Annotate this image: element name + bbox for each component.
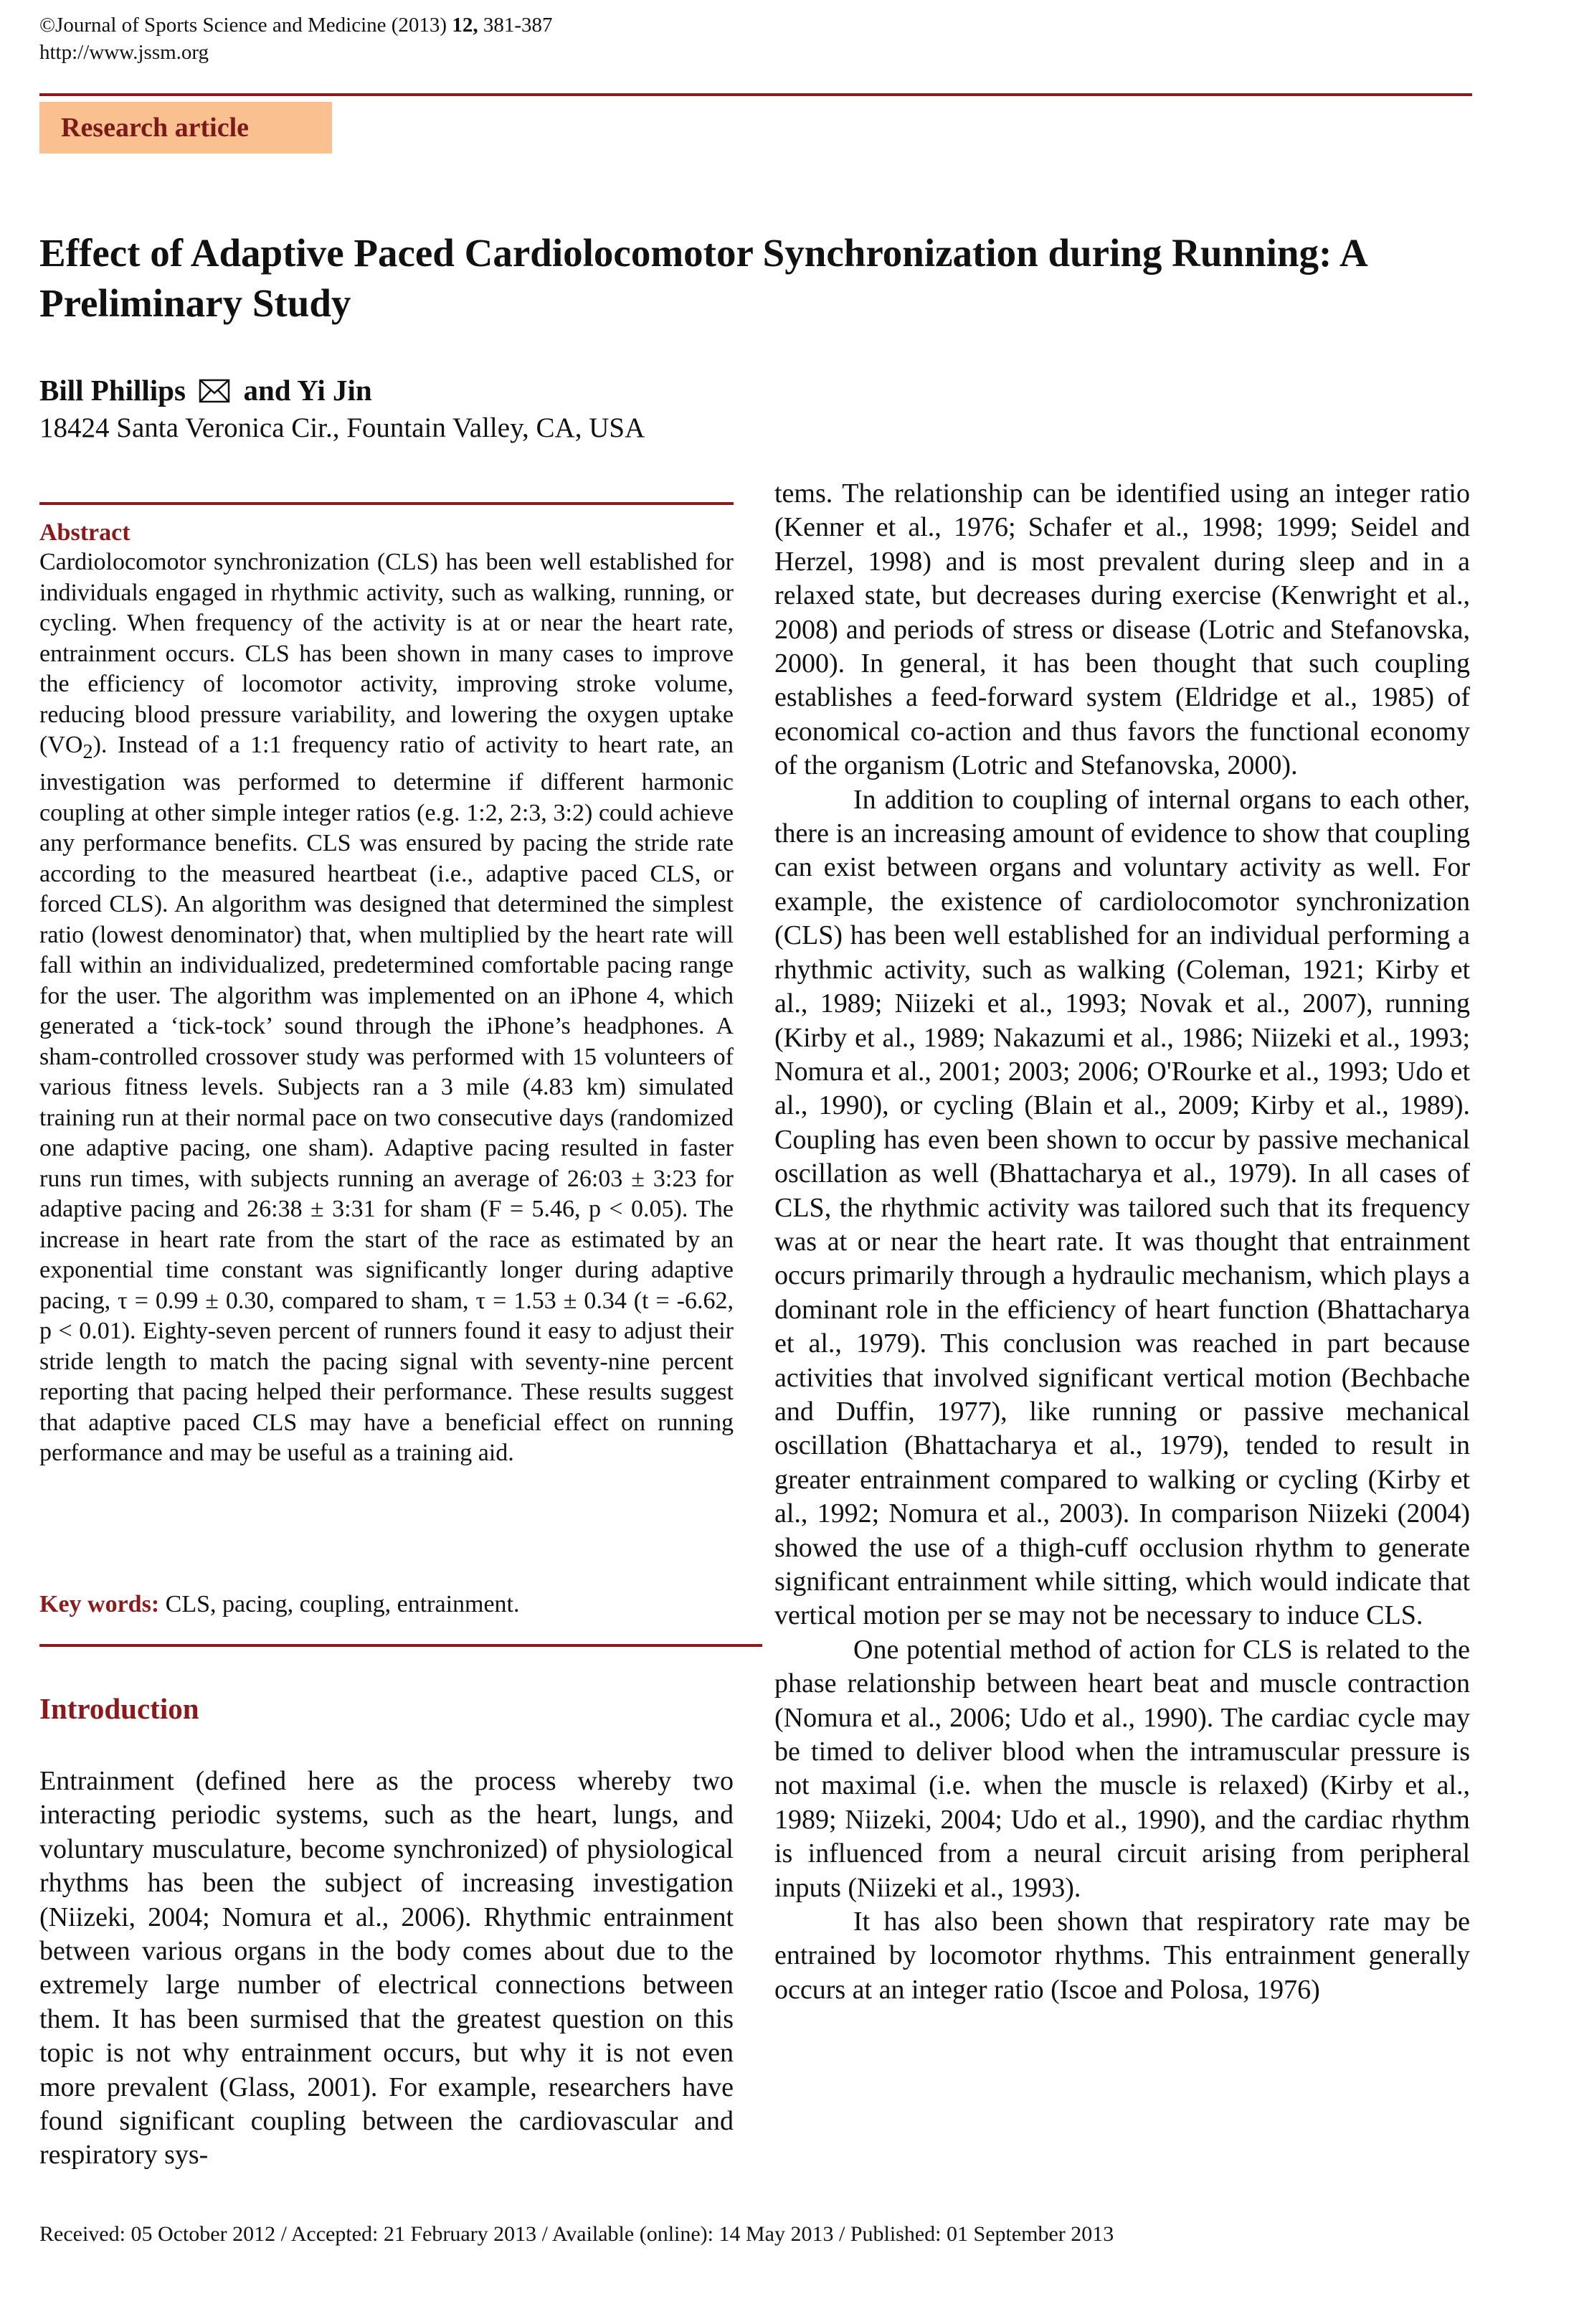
- author-address: 18424 Santa Veronica Cir., Fountain Valley, CA, USA: [39, 412, 645, 443]
- journal-name: ©Journal of Sports Science and Medicine (2013): [39, 14, 452, 37]
- right-column-text: [774, 477, 1470, 2007]
- journal-url[interactable]: http://www.jssm.org: [39, 41, 209, 64]
- journal-volume: 12,: [452, 14, 478, 37]
- right-paragraph-4: It has also been shown that respiratory rate may be entrained by locomotor rhythms. This entrainment generally occurs at an integer ratio (Iscoe and Polosa, 1976): [774, 1907, 1470, 2005]
- abstract-text: [39, 547, 734, 1469]
- keywords: [39, 1591, 520, 1618]
- article-title: Effect of Adaptive Paced Cardiolocomotor Synchronization during Running: A Preliminary Study: [39, 231, 1366, 325]
- introduction-heading: Introduction: [39, 1692, 199, 1725]
- article-type-badge: Research article: [39, 102, 332, 153]
- abstract-text-part2: ). Instead of a 1:1 frequency ratio of activity to heart rate, an investigation was performed to determine if different harmonic coupling at other simple integer ratios (e.g. 1:2, 2:3, 3:2) could achieve any performance benefits. CLS was ensured by pacing the stride rate according to the measured heartbeat (i.e., adaptive paced CLS, or forced CLS). An algorithm was designed that determined the simplest ratio (lowest denominator) that, when multiplied by the heart rate will fall within an individualized, predetermined comfortable pacing range for the user. The algorithm was implemented on an iPhone 4, which generated a ‘tick-tock’ sound through the iPhone’s headphones. A sham-controlled crossover study was performed with 15 volunteers of various fitness levels. Subjects ran a 3 mile (4.83 km) simulated training run at their normal pace on two consecutive days (randomized one adaptive pacing, one sham). Adaptive pacing resulted in faster runs run times, with subjects running an average of 26:03 ± 3:23 for adaptive pacing and 26:38 ± 3:31 for sham (F = 5.46, p < 0.05). The increase in heart rate from the start of the race as estimated by an exponential time constant was significantly longer during adaptive pacing, τ = 0.99 ± 0.30, compared to sham, τ = 1.53 ± 0.34 (t = -6.62, p < 0.01). Eighty-seven percent of runners found it easy to adjust their stride length to match the pacing signal with seventy-nine percent reporting that pacing helped their performance. These results suggest that adaptive paced CLS may have a beneficial effect on running performance and may be useful as a training aid.: [39, 732, 734, 1467]
- introduction-paragraph: Entrainment (defined here as the process whereby two interacting periodic systems, such as the heart, lungs, and voluntary musculature, become synchronized) of physiological rhythms has been the subject of increasing investigation (Niizeki, 2004; Nomura et al., 2006). Rhythmic entrainment between various organs in the body comes about due to the extremely large number of electrical connections between them. It has been surmised that the greatest question on this topic is not why entrainment occurs, but why it is not even more prevalent (Glass, 2001). For example, researchers have found significant coupling between the cardiovascular and respiratory sys-: [39, 1766, 734, 2171]
- author-name: Bill Phillips: [39, 374, 186, 407]
- author-line: [39, 373, 372, 410]
- abstract-text-part1: Cardiolocomotor synchronization (CLS) has been well established for individuals engaged in rhythmic activity, such as walking, running, or cycling. When frequency of the activity is at or near the heart rate, entrainment occurs. CLS has been shown in many cases to improve the efficiency of locomotor activity, improving stroke volume, reducing blood pressure variability, and lowering the oxygen uptake (VO: [39, 549, 734, 758]
- journal-pages: 381-387: [478, 14, 553, 37]
- abstract-subscript: 2: [82, 740, 93, 763]
- right-paragraph-2: In addition to coupling of internal organs to each other, there is an increasing amount of evidence to show that coupling can exist between organs and voluntary activity as well. For example, the existence of cardiolocomotor synchronization (CLS) has been well established for an individual performing a rhythmic activity, such as walking (Coleman, 1921; Kirby et al., 1989; Niizeki et al., 1993; Novak et al., 2007), running (Kirby et al., 1989; Nakazumi et al., 1986; Niizeki et al., 1993; Nomura et al., 2001; 2003; 2006; O'Rourke et al., 1993; Udo et al., 1990), or cycling (Blain et al., 2009; Kirby et al., 1989). Coupling has even been shown to occur by passive mechanical oscillation as well (Bhattacharya et al., 1979). In all cases of CLS, the rhythmic activity was tailored such that its frequency was at or near the heart rate. It was thought that entrainment occurs primarily through a hydraulic mechanism, which plays a dominant role in the efficiency of heart function (Bhattacharya et al., 1979). This conclusion was reached in part because activities that involved significant vertical motion (Bechbache and Duffin, 1977), like running or passive mechanical oscillation (Bhattacharya et al., 1979), tended to result in greater entrainment compared to walking or cycling (Kirby et al., 1992; Nomura et al., 2003). In comparison Niizeki (2004) showed the use of a thigh-cuff occlusion rhythm to generate significant entrainment while sitting, which would indicate that vertical motion per se may not be necessary to induce CLS.: [774, 784, 1470, 1631]
- journal-citation: [39, 11, 553, 66]
- right-paragraph-3: One potential method of action for CLS is related to the phase relationship between heart beat and muscle contraction (Nomura et al., 2006; Udo et al., 1990). The cardiac cycle may be timed to deliver blood when the intramuscular pressure is not maximal (i.e. when the muscle is relaxed) (Kirby et al., 1989; Niizeki, 2004; Udo et al., 1990), and the cardiac rhythm is influenced from a neural circuit arising from peripheral inputs (Niizeki et al., 1993).: [774, 1634, 1470, 1903]
- publication-dates: Received: 05 October 2012 / Accepted: 21 February 2013 / Available (online): 14 May 2013 / Published: 01 September 2013: [39, 2222, 1114, 2246]
- keywords-bottom-rule: [39, 1644, 762, 1647]
- co-author: and Yi Jin: [236, 374, 372, 407]
- keywords-value: CLS, pacing, coupling, entrainment.: [159, 1591, 520, 1617]
- abstract-heading: Abstract: [39, 519, 131, 546]
- keywords-label: Key words:: [39, 1591, 160, 1617]
- envelope-icon[interactable]: [199, 376, 230, 410]
- right-paragraph-1: tems. The relationship can be identified using an integer ratio (Kenner et al., 1976; Schafer et al., 1998; 1999; Seidel and Herzel, 1998) and is most prevalent during sleep and in a relaxed state, but decreases during exercise (Kenwright et al., 2008) and periods of stress or disease (Lotric and Stefanovska, 2000). In general, it has been thought that such coupling establishes a feed-forward system (Eldridge et al., 1985) of economical co-action and thus favors the functional economy of the organism (Lotric and Stefanovska, 2000).: [774, 478, 1470, 781]
- header-rule: [39, 93, 1472, 96]
- abstract-top-rule: [39, 502, 734, 505]
- introduction-text: [39, 1765, 734, 2173]
